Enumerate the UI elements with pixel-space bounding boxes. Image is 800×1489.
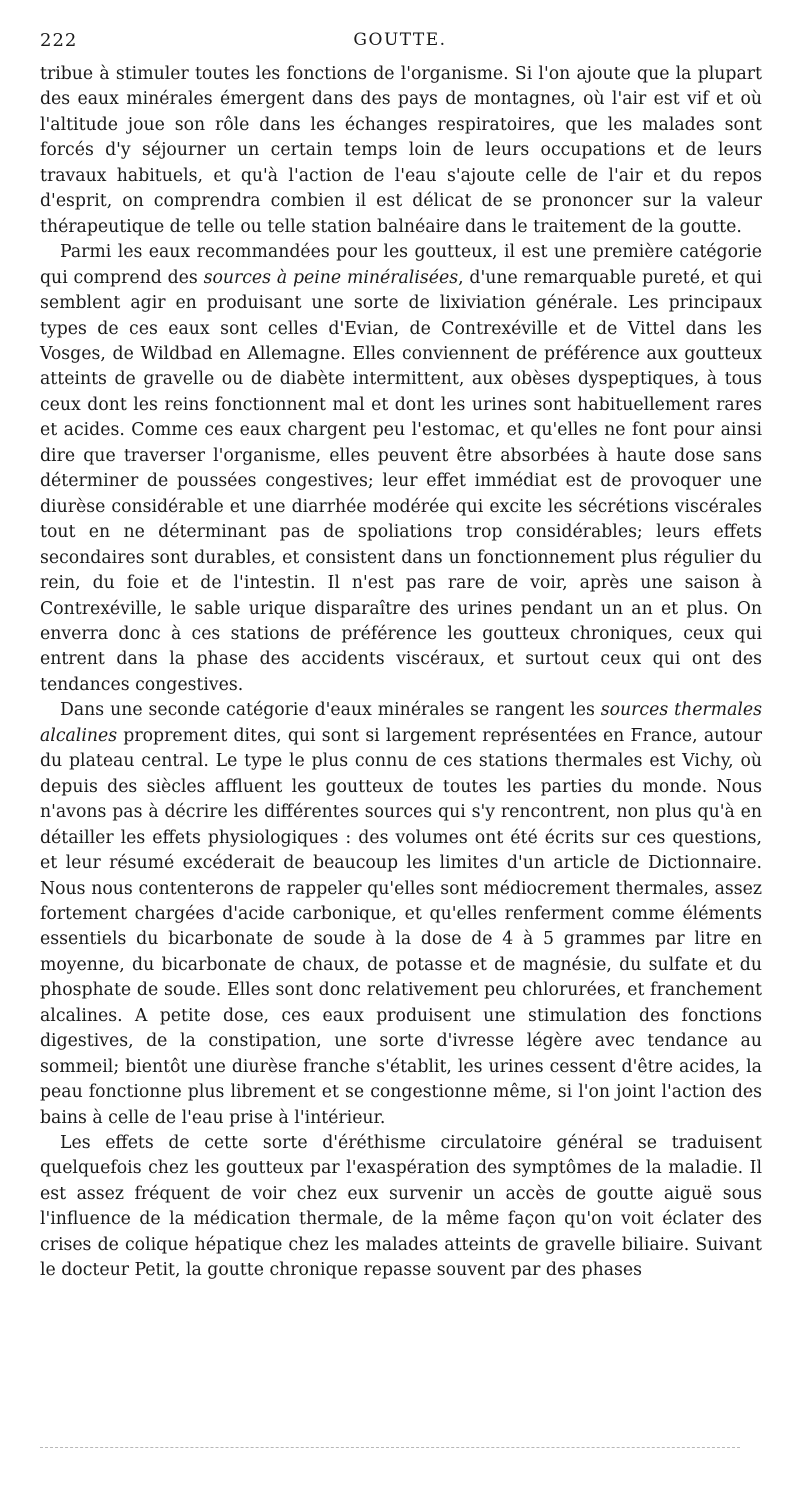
italic-term-sources-thermales-alcalines: sources thermales alcalines	[40, 700, 762, 746]
text-run: , d'une remarquable pureté, et qui semblent agir en produisant une sorte de lixiviation générale. Les principaux types de ces eaux sont celles d'Evian, de Contrexéville et de Vittel dans les Vosges, de Wildbad en Allemagne. Elles conviennent de préférence aux goutteux atteints de gravelle ou de diabète intermittent, aux obèses dyspeptiques, à tous ceux dont les reins fonctionnent mal et dont les urines sont habituellement rares et acides. Comme ces eaux chargent peu l'estomac, et qu'elles ne font pour ainsi dire que traverser l'organisme, elles peuvent être absorbées à haute dose sans déterminer de poussées congestives; leur effet immédiat est de provoquer une diurèse considérable et une diarrhée modérée qui excite les sécrétions viscérales tout en ne déterminant pas de spoliations trop considérables; leurs effets secondaires sont durables, et consistent dans un fonctionnement plus régulier du rein, du foie et de l'intestin. Il n'est pas rare de voir, après une saison à Contrexéville, le sable urique disparaître des urines pendant un an et plus. On enverra donc à ces stations de préférence les goutteux chroniques, ceux qui entrent dans la phase des accidents viscéraux, et surtout ceux qui ont des tendances congestives.	[40, 267, 762, 695]
running-head: GOUTTE.	[353, 30, 447, 50]
text-run: Parmi les eaux recommandées pour les goutteux, il est une première catégorie qui comprend des	[40, 242, 762, 288]
paragraph-3	[40, 698, 762, 1131]
footer-rule	[40, 1447, 740, 1448]
text-run: Dans une seconde catégorie d'eaux minérales se rangent les	[60, 700, 601, 721]
italic-term-sources-peu-mineralisees: sources à peine minéralisées	[203, 267, 459, 288]
page-number: 222	[40, 30, 78, 51]
text-run: tribue à stimuler toutes les fonctions de l'organisme. Si l'on ajoute que la plupart des eaux minérales émergent dans des pays de montagnes, où l'air est vif et où l'altitude joue son rôle dans les échanges respiratoires, que les malades sont forcés d'y séjourner un certain temps loin de leurs occupations et de leurs travaux habituels, et qu'à l'action de l'eau s'ajoute celle de l'air et du repos d'esprit, on comprendra combien il est délicat de se prononcer sur la valeur thérapeutique de telle ou telle station balnéaire dans le traitement de la goutte.	[40, 64, 762, 237]
text-run: proprement dites, qui sont si largement représentées en France, autour du plateau central. Le type le plus connu de ces stations thermales est Vichy, où depuis des siècles affluent les goutteux de toutes les parties du monde. Nous n'avons pas à décrire les différentes sources qui s'y rencontrent, non plus qu'à en détailler les effets physiologiques : des volumes ont été écrits sur ces questions, et leur résumé excéderait de beaucoup les limites d'un article de Dictionnaire. Nous nous contenterons de rappeler qu'elles sont médiocrement thermales, assez fortement chargées d'acide carbonique, et qu'elles renferment comme éléments essentiels du bicarbonate de soude à la dose de 4 à 5 grammes par litre en moyenne, du bicarbonate de chaux, de potasse et de magnésie, du sulfate et du phosphate de soude. Elles sont donc relativement peu chlorurées, et franchement alcalines. A petite dose, ces eaux produisent une stimulation des fonctions digestives, de la constipation, une sorte d'ivresse légère avec tendance au sommeil; bientôt une diurèse franche s'établit, les urines cessent d'être acides, la peau fonctionne plus librement et se congestionne même, si l'on joint l'action des bains à celle de l'eau prise à l'intérieur.	[40, 725, 762, 1128]
body-text	[40, 62, 762, 1284]
page-header	[40, 30, 760, 54]
paragraph-4	[40, 1131, 762, 1284]
text-run: Les effets de cette sorte d'éréthisme circulatoire général se traduisent quelquefois chez les goutteux par l'exaspération des symptômes de la maladie. Il est assez fréquent de voir chez eux survenir un accès de goutte aiguë sous l'influence de la médication thermale, de la même façon qu'on voit éclater des crises de colique hépatique chez les malades atteints de gravelle biliaire. Suivant le docteur Petit, la goutte chronique repasse souvent par des phases	[40, 1133, 762, 1281]
paragraph-1	[40, 62, 762, 240]
paragraph-2	[40, 240, 762, 698]
